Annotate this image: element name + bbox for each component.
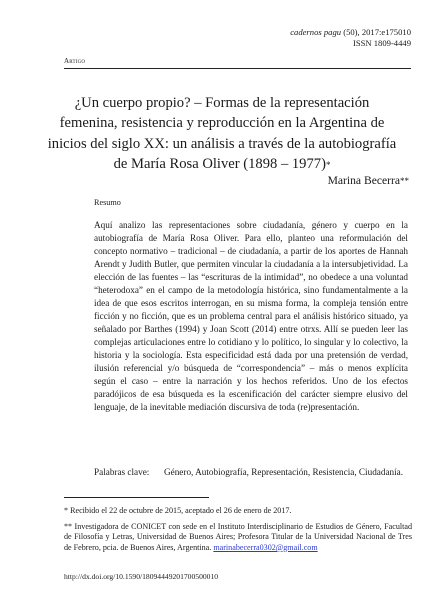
journal-issn: ISSN 1809-4449	[352, 38, 411, 48]
title-footnote-marker[interactable]: *	[325, 159, 331, 170]
abstract-body: Aquí analizo las representaciones sobre ciudadanía, género y cuerpo en la autobiografía de María Rosa Oliver. Para ello, planteo una reformulación del concepto normativo – tradicional – de ciudadanía, a partir de los aportes de Hannah Arendt y Judith Butler, que permiten vincular la ciudadanía a la intersubjetividad. La elección de las fuentes – las “escrituras de la intimidad”, no obedece a una voluntad “heterodoxa” en el campo de la metodología histórica, sino fundamentalmente a la idea de que esos escritos interrogan, en su misma forma, la compleja tensión entre ficción y no ficción, que es un problema central para el análisis histórico situado, ya señalado por Barthes (1994) y Joan Scott (2014) entre otrxs. Allí se pueden leer las complejas articulaciones entre lo cotidiano y lo político, lo singular y lo colectivo, la historia y la sociología. Esta especificidad está dada por una pretensión de verdad, ilusión referencial y/o búsqueda de “correspondencia” – más o menos explícita según el caso – entre la narración y los hechos referidos. Uno de los efectos paradójicos de esa búsqueda es la escenificación del carácter siempre elusivo del lenguaje, de la inevitable mediación discursiva de toda (re)presentación.	[94, 220, 408, 412]
journal-header	[290, 27, 411, 49]
author-email-link[interactable]: marinabecerra0302@gmail.com	[213, 542, 318, 552]
footnote-divider	[64, 497, 209, 498]
footnote-text: Recibido el 22 de octubre de 2015, aceptado el 26 de enero de 2017.	[70, 506, 292, 515]
author-line	[328, 174, 409, 187]
footnote-text: Investigadora de CONICET con sede en el Instituto Interdisciplinario de Estudios de Género, Facultad de Filosofía y Letras, Universidad de Buenos Aires; Profesora Titular de la Universidad Nacional de Tres de Febrero, pcia. de Buenos Aires, Argentina.	[64, 521, 413, 552]
article-title-text: ¿Un cuerpo propio? – Formas de la representación femenina, resistencia y reproducción en la Argentina de inicios del siglo XX: un análisis a través de la autobiografía de María Rosa Oliver (1898 – 1977)	[47, 95, 397, 172]
journal-name: cadernos pagu	[290, 27, 342, 37]
keywords-label: Palabras clave:	[94, 467, 150, 477]
keywords-values: Género, Autobiografía, Representación, Resistencia, Ciudadanía.	[164, 467, 404, 477]
footnote-marker: **	[64, 521, 73, 531]
footnote-received	[64, 506, 412, 517]
journal-citation: (50), 2017:e175010	[343, 27, 411, 37]
abstract-label: Resumo	[94, 198, 121, 207]
footnote-affiliation	[64, 522, 412, 554]
keywords	[94, 466, 404, 479]
doi-link[interactable]: http://dx.doi.org/10.1590/18094449201700500010	[64, 572, 219, 581]
header-divider	[64, 68, 411, 69]
author-name: Marina Becerra	[327, 174, 400, 187]
article-title	[44, 93, 400, 175]
footnotes	[64, 506, 412, 558]
footnote-marker: *	[64, 506, 69, 515]
section-label: Artigo	[64, 57, 86, 65]
author-footnote-marker[interactable]: **	[400, 176, 409, 186]
